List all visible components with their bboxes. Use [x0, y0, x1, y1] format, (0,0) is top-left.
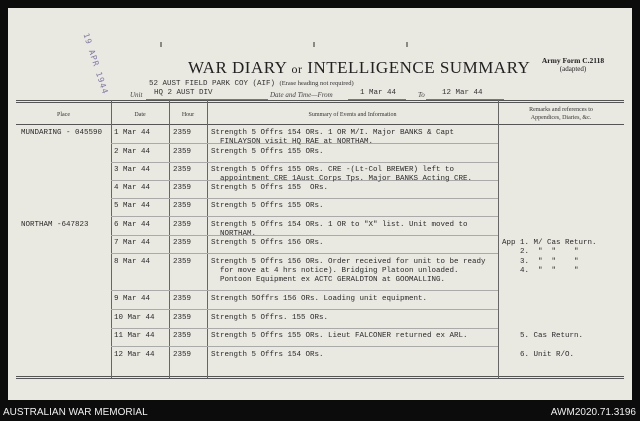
row-place: NORTHAM -647823 — [21, 221, 89, 229]
diary-table — [8, 8, 632, 400]
row-summary: Strength 5 Offrs 155 ORs. Lieut FALCONER returned ex ARL. — [211, 332, 468, 340]
remarks-header-line1: Remarks and references to — [529, 107, 593, 113]
col-header-summary: Summary of Events and Information — [308, 112, 397, 118]
row-summary: Strength 5Offrs 156 ORs. Loading unit equipment. — [211, 295, 428, 303]
row-summary: Strength 5 Offrs 155 ORs. — [211, 202, 324, 210]
row-date: 10 Mar 44 — [114, 314, 155, 322]
row-date: 8 Mar 44 — [114, 258, 151, 266]
title-war-diary: WAR DIARY — [188, 58, 287, 77]
col-header-date: Date — [134, 112, 146, 118]
row-hour: 2359 — [173, 314, 192, 322]
row-hour: 2359 — [173, 239, 192, 247]
row-summary: Strength 5 Offrs 156 ORs. Order received for unit to be ready for move at 4 hrs notice). Bridging Platoon unloaded. Pontoon Equipment ex ACTC GERALDTON at GOOMALLING. — [211, 258, 486, 284]
col-header-remarks — [498, 106, 624, 122]
row-rule — [111, 162, 498, 163]
row-hour: 2359 — [173, 202, 192, 210]
row-summary: Strength 5 Offrs 156 ORs. — [211, 239, 324, 247]
date-to: 12 Mar 44 — [442, 89, 483, 97]
row-remarks: 6. Unit R/O. — [502, 351, 575, 359]
row-rule — [111, 346, 498, 347]
col-divider — [111, 100, 112, 378]
diary-sheet — [8, 8, 632, 400]
erase-note: (Erase heading not required) — [279, 80, 354, 87]
row-date: 11 Mar 44 — [114, 332, 155, 340]
row-remarks: 3. " " " 4. " " " — [520, 258, 579, 275]
row-hour: 2359 — [173, 295, 192, 303]
row-hour: 2359 — [173, 258, 192, 266]
title-intelligence-summary: INTELLIGENCE SUMMARY — [307, 58, 531, 77]
header-rule — [16, 124, 624, 125]
row-summary: Strength 5 Offrs 154 ORs. 1 OR M/I. Major BANKS & Capt FINLAYSON visit HQ RAE at NORTHAM. — [211, 129, 455, 146]
row-hour: 2359 — [173, 129, 192, 137]
row-date: 12 Mar 44 — [114, 351, 155, 359]
col-divider — [207, 100, 208, 378]
remarks-header-line2: Appendices, Diaries, &c. — [530, 115, 592, 121]
table-top-rule — [16, 100, 624, 101]
row-summary: Strength 5 Offrs 155 ORs. — [211, 148, 324, 156]
row-remarks: 5. Cas Return. — [502, 332, 584, 340]
row-rule — [111, 198, 498, 199]
form-number-text: Army Form C.2118 — [541, 56, 605, 65]
to-label: To — [418, 91, 425, 99]
row-summary: Strength 5 Offrs 154 ORs. — [211, 351, 324, 359]
row-summary: Strength 5 Offrs 155 ORs. CRE -(Lt-Col BREWER) left to appointment CRE 1Aust Corps Tps. Major BANKS Acting CRE. — [211, 166, 473, 183]
date-stamp: 19 APR 1944 — [81, 32, 110, 96]
row-place: MUNDARING - 045590 — [21, 129, 103, 137]
row-date: 5 Mar 44 — [114, 202, 151, 210]
form-number-sub: (adapted) — [559, 65, 587, 73]
row-rule — [111, 253, 498, 254]
row-hour: 2359 — [173, 184, 192, 192]
row-hour: 2359 — [173, 148, 192, 156]
date-from: 1 Mar 44 — [360, 89, 397, 97]
row-summary: Strength 5 Offrs 155 ORs. — [211, 184, 329, 192]
footer-accession: AWM2020.71.3196 — [550, 407, 636, 418]
row-hour: 2359 — [173, 166, 192, 174]
col-header-place: Place — [57, 112, 70, 118]
footer-credit: AUSTRALIAN WAR MEMORIAL — [3, 407, 148, 418]
row-date: 2 Mar 44 — [114, 148, 151, 156]
row-date: 3 Mar 44 — [114, 166, 151, 174]
row-date: 1 Mar 44 — [114, 129, 151, 137]
title-or: or — [291, 62, 303, 76]
col-divider — [498, 100, 499, 378]
row-remarks: App 1. M/ Cas Return. 2. " " " — [502, 239, 597, 256]
date-label: Date and Time—From — [270, 91, 333, 99]
row-date: 6 Mar 44 — [114, 221, 151, 229]
row-date: 9 Mar 44 — [114, 295, 151, 303]
col-divider — [169, 100, 170, 378]
row-rule — [111, 216, 498, 217]
row-summary: Strength 5 Offrs. 155 ORs. — [211, 314, 329, 322]
unit-label: Unit — [130, 91, 143, 99]
row-rule — [111, 309, 498, 310]
row-summary: Strength 5 Offrs 154 ORs. 1 OR to "X" list. Unit moved to NORTHAM. — [211, 221, 468, 238]
row-hour: 2359 — [173, 332, 192, 340]
unit-name: 52 AUST FIELD PARK COY (AIF) — [149, 80, 276, 88]
row-rule — [111, 328, 498, 329]
row-date: 7 Mar 44 — [114, 239, 151, 247]
table-bottom-rule — [16, 376, 624, 377]
row-rule — [111, 290, 498, 291]
row-hour: 2359 — [173, 221, 192, 229]
unit-value: HQ 2 AUST DIV — [154, 89, 213, 97]
row-hour: 2359 — [173, 351, 192, 359]
col-header-hour: Hour — [181, 112, 195, 118]
row-date: 4 Mar 44 — [114, 184, 151, 192]
